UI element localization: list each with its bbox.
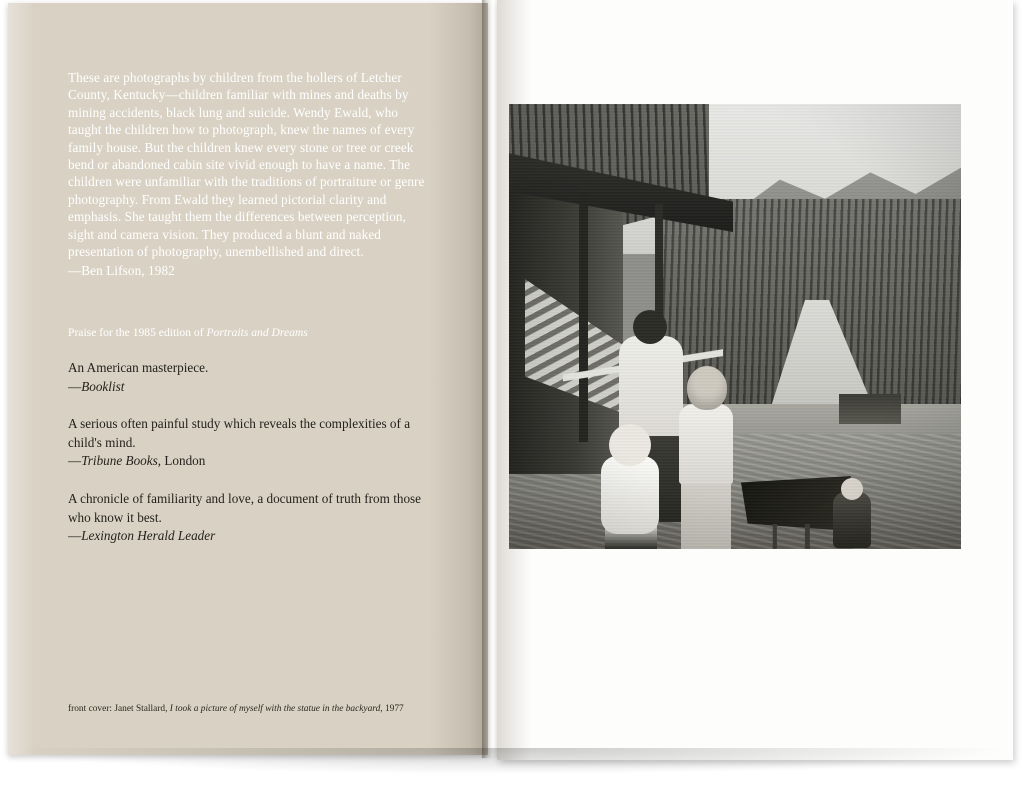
credit-prefix: front cover: Janet Stallard,: [68, 704, 170, 714]
photo-boy-legs: [681, 476, 731, 549]
lead-text-block: [68, 69, 428, 280]
photo-man-body: [619, 336, 683, 436]
credit-suffix: , 1977: [380, 704, 404, 714]
lead-text: These are photographs by children from the hollers of Letcher County, Kentucky—children familiar with mines and deaths by mining accidents, black lung and suicide. Wendy Ewald, who taught the children how to photograph, knew the names of every family house. But the children knew every stone or tree or creek bend or abandoned cabin site vivid enough to have a name. The children were unfamiliar with the traditions of portraiture or genre photography. From Ewald they learned pictorial clarity and emphasis. She taught them the differences between perception, sight and camera vision. They produced a blunt and naked presentation of photography, unembellished and direct.: [68, 70, 425, 260]
praise-quote: [68, 359, 438, 396]
quote-source-suffix: , London: [157, 453, 206, 469]
inside-page: [497, 0, 1013, 760]
quote-source: [68, 378, 438, 397]
photo-seated-child: [833, 492, 871, 548]
photo-toddler-body: [601, 456, 659, 534]
front-cover-credit: [68, 703, 458, 715]
praise-quote: [68, 490, 438, 546]
photograph: [509, 104, 961, 549]
credit-title: I took a picture of myself with the statue in the backyard: [169, 704, 381, 714]
photo-boy-head: [687, 366, 727, 410]
photo-seated-child-head: [841, 478, 863, 500]
quote-text: A chronicle of familiarity and love, a document of truth from those who know it best.: [68, 490, 422, 525]
quote-source-italic: Lexington Herald Leader: [81, 528, 216, 544]
quote-source-prefix: —: [68, 378, 82, 394]
photo-wheelbarrow-legs: [757, 524, 827, 549]
quote-source-prefix: —: [68, 528, 82, 544]
praise-heading: [68, 325, 438, 340]
photo-man-head: [633, 310, 667, 344]
praise-quotes-list: [68, 359, 438, 565]
praise-heading-title: Portraits and Dreams: [206, 326, 308, 339]
quote-source-italic: Tribune Books: [81, 453, 158, 469]
photo-porch-post: [579, 192, 588, 442]
back-cover-page: [8, 3, 488, 755]
lead-attribution: —Ben Lifson, 1982: [68, 263, 175, 279]
photo-shed: [839, 394, 901, 424]
photo-boy-body: [679, 404, 733, 484]
quote-source: [68, 452, 438, 471]
quote-source: [68, 527, 438, 546]
quote-source-prefix: —: [68, 453, 82, 469]
quote-text: An American masterpiece.: [68, 360, 209, 375]
photo-toddler-head: [609, 424, 651, 466]
quote-source-italic: Booklist: [81, 378, 125, 394]
praise-quote: [68, 415, 438, 471]
praise-heading-prefix: Praise for the 1985 edition of: [68, 326, 207, 339]
quote-text: A serious often painful study which reveals the complexities of a child's mind.: [68, 416, 411, 450]
